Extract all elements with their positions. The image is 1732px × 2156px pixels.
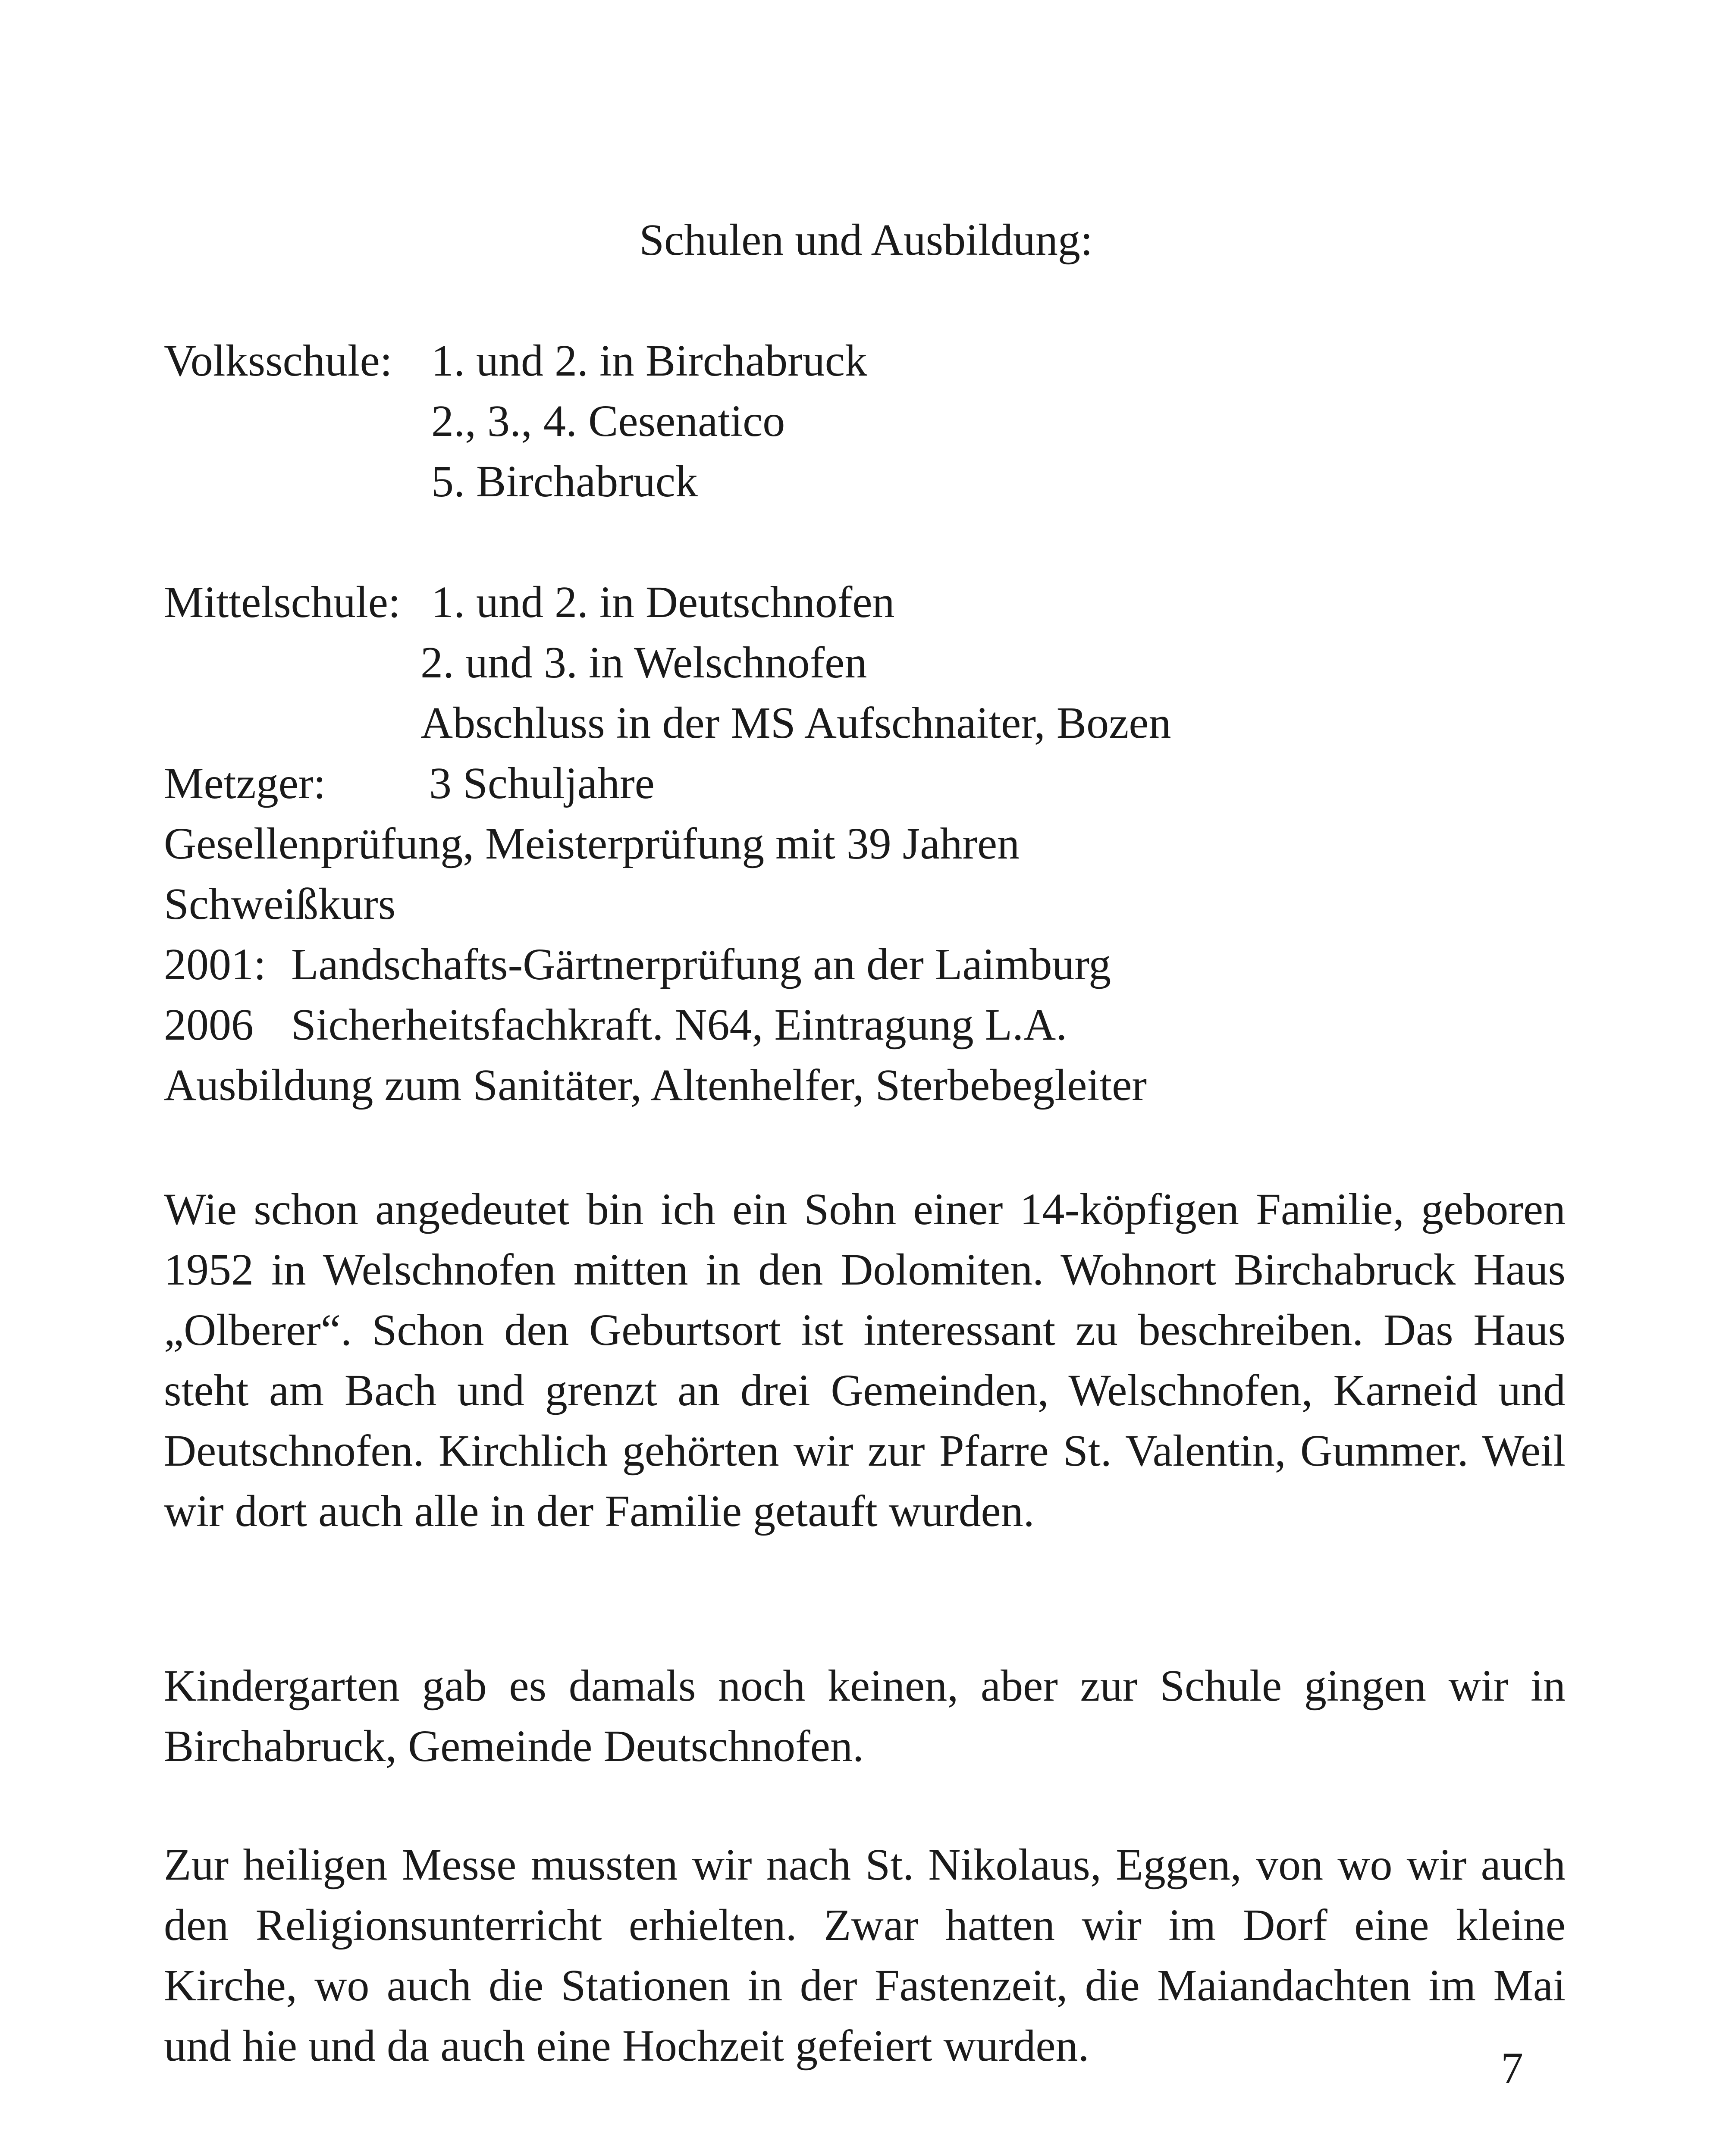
volksschule-label: Volksschule: (164, 336, 392, 385)
volksschule-line: 1. und 2. in Birchabruck (431, 336, 867, 385)
metzger-label: Metzger: (164, 758, 326, 808)
volksschule-line: 2., 3., 4. Cesenatico (431, 396, 785, 446)
entry-year: 2001: (164, 940, 266, 989)
mittelschule-line: 2. und 3. in Welschnofen (420, 638, 867, 687)
entry-text: Sicherheitsfachkraft. N64, Eintragung L.A. (291, 1000, 1067, 1050)
dated-entry (164, 940, 1111, 989)
paragraph: Wie schon angedeutet bin ich ein Sohn einer 14-köpfigen Familie, geboren 1952 in Welschnofen mitten in den Dolomiten. Wohnort Birchabruck Haus „Olberer“. Schon den Geburtsort ist interessant zu beschreiben. Das Haus steht am Bach und grenzt an drei Gemeinden, Welschnofen, Karneid und Deutschnofen. Kirchlich gehörten wir zur Pfarre St. Valentin, Gummer. Weil wir dort auch alle in der Familie getauft wurden. (164, 1185, 1566, 1536)
metzger-row (164, 758, 655, 808)
section-heading: Schulen und Ausbildung: (639, 215, 1093, 265)
paragraph: Kindergarten gab es damals noch keinen, aber zur Schule gingen wir in Birchabruck, Gemeinde Deutschnofen. (164, 1661, 1566, 1771)
mittelschule-label: Mittelschule: (164, 577, 401, 627)
entry-text: Landschafts-Gärtnerprüfung an der Laimburg (291, 940, 1111, 989)
training-line: Ausbildung zum Sanitäter, Altenhelfer, Sterbebegleiter (164, 1060, 1147, 1110)
paragraph: Zur heiligen Messe mussten wir nach St. Nikolaus, Eggen, von wo wir auch den Religionsunterricht erhielten. Zwar hatten wir im Dorf eine kleine Kirche, wo auch die Stationen in der Fastenzeit, die Maiandachten im Mai und hie und da auch eine Hochzeit gefeiert wurden. (164, 1840, 1566, 2071)
mittelschule-line: 1. und 2. in Deutschnofen (431, 577, 895, 627)
training-line: Gesellenprüfung, Meisterprüfung mit 39 Jahren (164, 819, 1020, 868)
entry-year: 2006 (164, 1000, 254, 1050)
mittelschule-row-1 (164, 577, 895, 627)
mittelschule-line: Abschluss in der MS Aufschnaiter, Bozen (420, 698, 1171, 748)
metzger-value: 3 Schuljahre (429, 758, 655, 808)
volksschule-row-1 (164, 336, 867, 385)
dated-entry (164, 1000, 1067, 1050)
page-number: 7 (1501, 2043, 1523, 2093)
volksschule-line: 5. Birchabruck (431, 457, 698, 506)
training-line: Schweißkurs (164, 879, 396, 929)
